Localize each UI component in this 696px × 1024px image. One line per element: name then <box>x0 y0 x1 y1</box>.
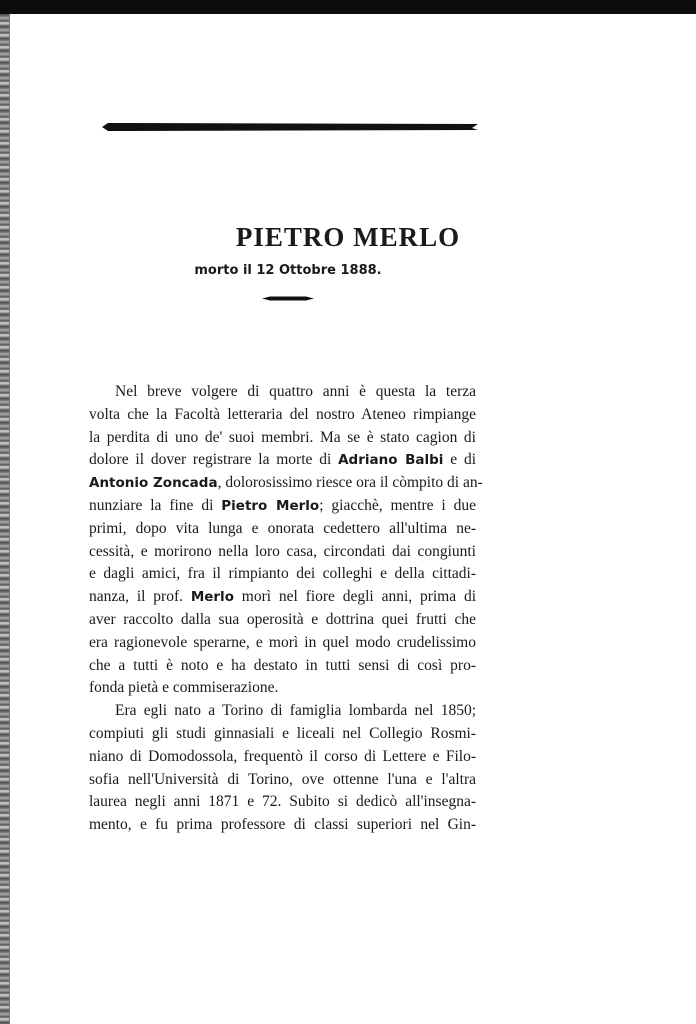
text-line: sofia nell'Università di Torino, ove ottenne l'una e l'altra <box>89 770 476 788</box>
decorative-rule <box>102 122 478 132</box>
text-line: cessità, e morirono nella loro casa, circondati dai congiunti <box>89 542 476 560</box>
person-name: Merlo <box>190 589 234 606</box>
text-line: fonda pietà e commiserazione. <box>89 679 279 697</box>
text-line <box>89 586 476 609</box>
text-line <box>89 495 476 518</box>
person-name: Adriano Balbi <box>338 452 444 469</box>
text-segment: nanza, il prof. <box>89 588 183 606</box>
subtitle-date <box>0 263 576 278</box>
text-segment: e di <box>450 451 477 469</box>
article-body <box>89 381 483 837</box>
text-line: Era egli nato a Torino di famiglia lombarda nel 1850; <box>115 702 476 720</box>
subtitle-text: morto il 12 Ottobre 1888. <box>194 263 382 278</box>
text-line: e dagli amici, fra il rimpianto dei colleghi e della cittadi- <box>89 565 476 583</box>
person-name: Antonio Zoncada <box>89 475 218 492</box>
text-line: era ragionevole sperarne, e morì in quel modo crudelissimo <box>89 633 476 651</box>
decorative-dash <box>262 296 314 301</box>
text-line: la perdita di uno de' suoi membri. Ma se è stato cagion di <box>89 428 476 446</box>
text-line <box>89 449 476 472</box>
text-line <box>89 472 483 495</box>
scan-top-border <box>0 0 696 14</box>
text-line: Nel breve volgere di quattro anni è questa la terza <box>115 383 476 400</box>
text-line: primi, dopo vita lunga e onorata cedettero all'ultima ne- <box>89 519 476 537</box>
text-line: che a tutti è noto e ha destato in tutti sensi di così pro- <box>89 656 476 674</box>
text-segment: nunziare la fine di <box>89 496 214 514</box>
text-segment: dolore il dover registrare la morte di <box>89 451 332 469</box>
text-line: aver raccolto dalla sua operosità e dottrina quei frutti che <box>89 610 476 628</box>
text-line: mento, e fu prima professore di classi superiori nel Gin- <box>89 816 476 834</box>
text-segment: ; giacchè, mentre i due <box>319 496 476 514</box>
text-line: compiuti gli studi ginnasiali e liceali nel Collegio Rosmi- <box>89 724 476 742</box>
text-line: laurea negli anni 1871 e 72. Subito si dedicò all'insegna- <box>89 793 476 811</box>
person-name: Pietro Merlo <box>221 497 320 514</box>
page-title: PIETRO MERLO <box>235 222 461 252</box>
text-line: volta che la Facoltà letteraria del nostro Ateneo rimpiange <box>89 405 476 423</box>
scan-left-edge <box>0 14 9 1024</box>
text-line: niano di Domodossola, frequentò il corso di Lettere e Filo- <box>89 747 476 765</box>
scan-left-edge-line <box>9 14 10 1024</box>
text-segment: , dolorosissimo riesce ora il còmpito di an- <box>217 474 483 492</box>
text-segment: morì nel fiore degli anni, prima di <box>241 588 476 606</box>
